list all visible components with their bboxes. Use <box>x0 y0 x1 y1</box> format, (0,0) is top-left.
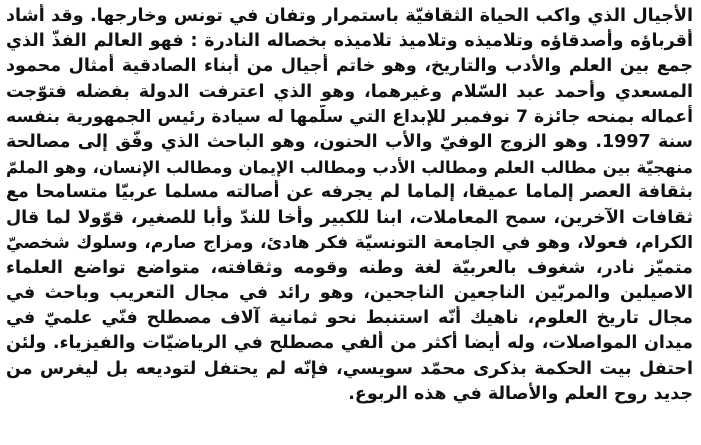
text-line: منهجيّة بين مطالب العلم ومطالب الأدب ومطالب الإيمان ومطالب الإنسان، وهو الملمّ <box>6 158 693 178</box>
text-line: احتفل بيت الحكمة بذكرى محمّد سويسي، فإنّه لم يحتفل لتوديعه بل ليغرس من <box>6 358 693 379</box>
text-line: الكرام، فعولا، وهو في الجامعة التونسيّة فكر هادئ، ومزاج صارم، وسلوك شخصيّ <box>6 232 693 253</box>
text-line: أعماله بمنحه جائزة 7 نوفمبر للإبداع التي سلّمها له سيادة رئيس الجمهورية بنفسه <box>6 106 693 127</box>
text-line: أقرباؤه وأصدقاؤه وتلاميذه وتلاميذ تلاميذه بخصاله النادرة : فهو العالم الفذّ الذي <box>6 31 693 52</box>
text-line: متميّز نادر، شغوف بالعربيّة لغة وطنه وقومه وثقافته، متواضع تواضع العلماء <box>6 257 693 278</box>
text-line: مجال تاريخ العلوم، ناهيك أنّه استنبط نحو ثمانية آلاف مصطلح فنّي علميّ في <box>6 308 693 329</box>
text-line: الاصيلين والمربّين الناجعين الناجحين، وهو رائد في مجال التعريب وباحث في <box>6 283 693 304</box>
text-line: سنة 1997. وهو الزوج الوفيّ والأب الحنون، وهو الباحث الذي وفّق إلى مصالحة <box>6 131 693 152</box>
article-paragraph <box>6 0 693 407</box>
text-line: بثقافة العصر إلماما عميقا، إلماما لم يجرفه عن أصالته مسلما عربيّا متسامحا مع <box>6 182 693 203</box>
text-line: المسعدي وأحمد عبد السّلام وغيرهما، وهو الذي اعترفت الدولة بفضله فتوّجت <box>6 81 693 102</box>
text-line: الأجيال الذي واكب الحياة الثقافيّة باستمرار وتفان في تونس وخارجها. وقد أشاد <box>6 6 693 26</box>
text-line: ثقافات الآخرين، سمح المعاملات، ابنا للكبير وأخا للندّ وأبا للصغير، قوّولا لما قال <box>6 207 693 228</box>
text-line: جمع بين العلم والأدب والتاريخ، وهو خاتم أجيال من أبناء الصادقية أمثال محمود <box>6 56 693 77</box>
text-line-last: جديد روح العلم والأصالة في هذه الربوع. <box>348 383 693 404</box>
text-line: ميدان المواصلات، وله أيضا أكثر من ألفي مصطلح في الرياضيّات والفيزياء. ولئن <box>6 333 693 354</box>
